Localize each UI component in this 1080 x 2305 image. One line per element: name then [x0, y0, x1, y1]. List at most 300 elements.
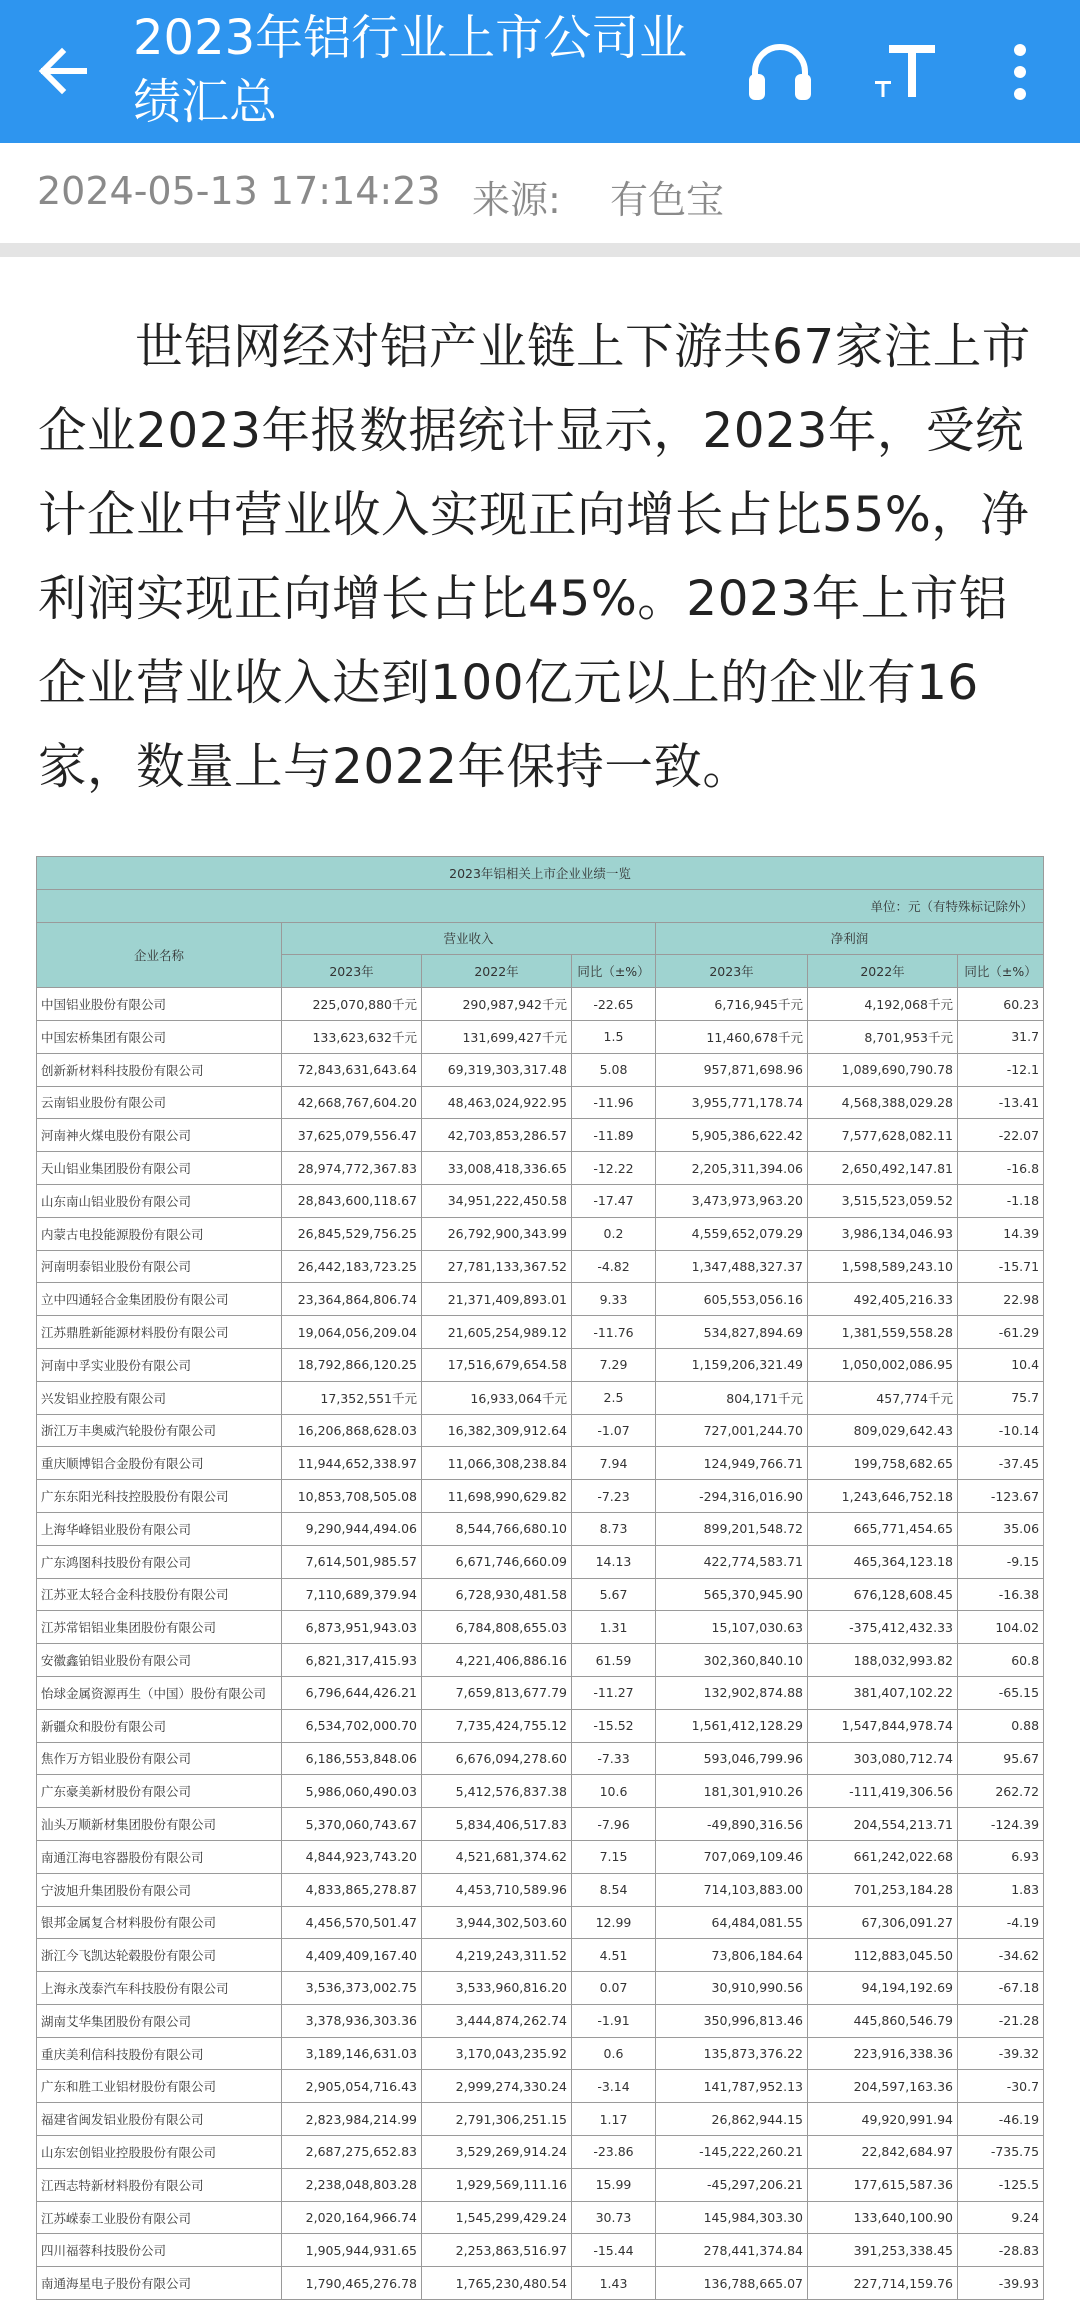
back-button[interactable] — [34, 36, 94, 106]
revenue-2022-cell: 2,999,274,330.24 — [422, 2070, 572, 2103]
revenue-2023-cell: 7,614,501,985.57 — [282, 1545, 422, 1578]
profit-yoy-cell: -15.71 — [958, 1250, 1044, 1283]
profit-yoy-cell: 0.88 — [958, 1709, 1044, 1742]
table-row — [37, 1184, 1044, 1217]
profit-2022-cell: 445,860,546.79 — [808, 2004, 958, 2037]
profit-2023-cell: 899,201,548.72 — [656, 1512, 808, 1545]
table-row — [37, 1873, 1044, 1906]
profit-yoy-cell: -30.7 — [958, 2070, 1044, 2103]
table-row — [37, 1020, 1044, 1053]
profit-2022-cell: 665,771,454.65 — [808, 1512, 958, 1545]
revenue-2023-cell: 1,790,465,276.78 — [282, 2267, 422, 2300]
company-name-cell: 南通江海电容器股份有限公司 — [37, 1840, 282, 1873]
profit-2023-cell: 136,788,665.07 — [656, 2267, 808, 2300]
company-name-cell: 山东南山铝业股份有限公司 — [37, 1184, 282, 1217]
revenue-yoy-cell: 0.2 — [572, 1217, 656, 1250]
revenue-2022-cell: 17,516,679,654.58 — [422, 1348, 572, 1381]
revenue-2022-cell: 1,929,569,111.16 — [422, 2168, 572, 2201]
company-name-cell: 河南中孚实业股份有限公司 — [37, 1348, 282, 1381]
table-row — [37, 1972, 1044, 2005]
profit-yoy-cell: 35.06 — [958, 1512, 1044, 1545]
company-name-cell: 云南铝业股份有限公司 — [37, 1086, 282, 1119]
revenue-yoy-cell: -11.96 — [572, 1086, 656, 1119]
revenue-2023-cell: 3,536,373,002.75 — [282, 1972, 422, 2005]
profit-yoy-cell: -16.8 — [958, 1152, 1044, 1185]
revenue-yoy-cell: -11.76 — [572, 1316, 656, 1349]
profit-2022-cell: 1,050,002,086.95 — [808, 1348, 958, 1381]
source-name: 有色宝 — [610, 178, 725, 222]
revenue-2023-cell: 4,833,865,278.87 — [282, 1873, 422, 1906]
company-name-cell: 立中四通轻合金集团股份有限公司 — [37, 1283, 282, 1316]
profit-2022-cell: 94,194,192.69 — [808, 1972, 958, 2005]
revenue-2023-cell: 18,792,866,120.25 — [282, 1348, 422, 1381]
profit-yoy-cell: 95.67 — [958, 1742, 1044, 1775]
profit-2022-cell: 661,242,022.68 — [808, 1840, 958, 1873]
profit-2023-cell: 30,910,990.56 — [656, 1972, 808, 2005]
profit-2023-cell: 1,347,488,327.37 — [656, 1250, 808, 1283]
revenue-2023-cell: 23,364,864,806.74 — [282, 1283, 422, 1316]
profit-2023-cell: 11,460,678千元 — [656, 1020, 808, 1053]
table-row — [37, 1447, 1044, 1480]
table-row — [37, 2136, 1044, 2169]
revenue-2022-cell: 3,444,874,262.74 — [422, 2004, 572, 2037]
company-name-cell: 河南神火煤电股份有限公司 — [37, 1119, 282, 1152]
revenue-2023-cell: 6,873,951,943.03 — [282, 1611, 422, 1644]
table-row — [37, 1381, 1044, 1414]
profit-yoy-cell: -125.5 — [958, 2168, 1044, 2201]
table-row — [37, 988, 1044, 1021]
table-row — [37, 1676, 1044, 1709]
revenue-2023-cell: 225,070,880千元 — [282, 988, 422, 1021]
profit-2023-cell: 3,955,771,178.74 — [656, 1086, 808, 1119]
profit-2022-cell: 67,306,091.27 — [808, 1906, 958, 1939]
revenue-2022-cell: 11,066,308,238.84 — [422, 1447, 572, 1480]
profit-2023-cell: 565,370,945.90 — [656, 1578, 808, 1611]
revenue-yoy-cell: 1.17 — [572, 2103, 656, 2136]
revenue-yoy-cell: -7.33 — [572, 1742, 656, 1775]
revenue-2022-cell: 1,765,230,480.54 — [422, 2267, 572, 2300]
profit-2023-cell: 727,001,244.70 — [656, 1414, 808, 1447]
company-name-cell: 重庆美利信科技股份有限公司 — [37, 2037, 282, 2070]
revenue-yoy-cell: -7.23 — [572, 1480, 656, 1513]
company-name-cell: 湖南艾华集团股份有限公司 — [37, 2004, 282, 2037]
company-name-cell: 江苏常铝铝业集团股份有限公司 — [37, 1611, 282, 1644]
profit-2022-cell: 7,577,628,082.11 — [808, 1119, 958, 1152]
company-name-cell: 上海永茂泰汽车科技股份有限公司 — [37, 1972, 282, 2005]
revenue-yoy-cell: 5.67 — [572, 1578, 656, 1611]
revenue-2022-cell: 7,659,813,677.79 — [422, 1676, 572, 1709]
profit-2022-cell: 457,774千元 — [808, 1381, 958, 1414]
profit-yoy-cell: 10.4 — [958, 1348, 1044, 1381]
profit-2023-cell: 422,774,583.71 — [656, 1545, 808, 1578]
revenue-2023-cell: 4,409,409,167.40 — [282, 1939, 422, 1972]
revenue-2023-cell: 6,821,317,415.93 — [282, 1644, 422, 1677]
table-row — [37, 1053, 1044, 1086]
table-row — [37, 2103, 1044, 2136]
company-name-cell: 中国宏桥集团有限公司 — [37, 1020, 282, 1053]
revenue-2022-cell: 2,791,306,251.15 — [422, 2103, 572, 2136]
text-size-icon — [873, 39, 939, 105]
revenue-2023-cell: 10,853,708,505.08 — [282, 1480, 422, 1513]
revenue-yoy-cell: 1.5 — [572, 1020, 656, 1053]
revenue-yoy-cell: -1.91 — [572, 2004, 656, 2037]
profit-2022-cell: 4,568,388,029.28 — [808, 1086, 958, 1119]
revenue-yoy-cell: 1.31 — [572, 1611, 656, 1644]
table-row — [37, 1217, 1044, 1250]
revenue-2022-cell: 131,699,427千元 — [422, 1020, 572, 1053]
revenue-yoy-cell: -12.22 — [572, 1152, 656, 1185]
profit-2022-cell: 701,253,184.28 — [808, 1873, 958, 1906]
profit-2022-cell: 2,650,492,147.81 — [808, 1152, 958, 1185]
profit-2022-cell: 3,986,134,046.93 — [808, 1217, 958, 1250]
revenue-2023-cell: 2,238,048,803.28 — [282, 2168, 422, 2201]
revenue-2023-cell: 28,843,600,118.67 — [282, 1184, 422, 1217]
revenue-2022-cell: 4,453,710,589.96 — [422, 1873, 572, 1906]
revenue-2023-cell: 9,290,944,494.06 — [282, 1512, 422, 1545]
profit-2023-cell: 124,949,766.71 — [656, 1447, 808, 1480]
header-company: 企业名称 — [37, 922, 282, 988]
header-profit-2023: 2023年 — [656, 955, 808, 988]
profit-yoy-cell: -28.83 — [958, 2234, 1044, 2267]
profit-2023-cell: -294,316,016.90 — [656, 1480, 808, 1513]
table-row — [37, 2234, 1044, 2267]
revenue-2023-cell: 2,687,275,652.83 — [282, 2136, 422, 2169]
revenue-yoy-cell: 61.59 — [572, 1644, 656, 1677]
profit-yoy-cell: 6.93 — [958, 1840, 1044, 1873]
table-row — [37, 1283, 1044, 1316]
revenue-2023-cell: 2,905,054,716.43 — [282, 2070, 422, 2103]
revenue-2023-cell: 6,796,644,426.21 — [282, 1676, 422, 1709]
revenue-2022-cell: 34,951,222,450.58 — [422, 1184, 572, 1217]
revenue-2022-cell: 3,170,043,235.92 — [422, 2037, 572, 2070]
profit-2022-cell: 8,701,953千元 — [808, 1020, 958, 1053]
company-name-cell: 上海华峰铝业股份有限公司 — [37, 1512, 282, 1545]
profit-2022-cell: 4,192,068千元 — [808, 988, 958, 1021]
performance-table-image — [36, 856, 1043, 2300]
profit-2023-cell: 15,107,030.63 — [656, 1611, 808, 1644]
profit-2023-cell: 132,902,874.88 — [656, 1676, 808, 1709]
revenue-2023-cell: 1,905,944,931.65 — [282, 2234, 422, 2267]
profit-yoy-cell: 9.24 — [958, 2201, 1044, 2234]
revenue-2022-cell: 6,671,746,660.09 — [422, 1545, 572, 1578]
profit-yoy-cell: -10.14 — [958, 1414, 1044, 1447]
company-name-cell: 四川福蓉科技股份公司 — [37, 2234, 282, 2267]
revenue-yoy-cell: -17.47 — [572, 1184, 656, 1217]
more-options-button[interactable] — [995, 34, 1045, 110]
profit-yoy-cell: -34.62 — [958, 1939, 1044, 1972]
table-row — [37, 1152, 1044, 1185]
revenue-2022-cell: 290,987,942千元 — [422, 988, 572, 1021]
profit-2023-cell: 6,716,945千元 — [656, 988, 808, 1021]
profit-2023-cell: 957,871,698.96 — [656, 1053, 808, 1086]
article-paragraph: 世铝网经对铝产业链上下游共67家注上市企业2023年报数据统计显示，2023年，受统计企业中营业收入实现正向增长占比55%，净利润实现正向增长占比45%。2023年上市铝企业营业收入达到100亿元以上的企业有16家，数量上与2022年保持一致。 — [38, 319, 1031, 795]
revenue-2023-cell: 26,845,529,756.25 — [282, 1217, 422, 1250]
revenue-2023-cell: 42,668,767,604.20 — [282, 1086, 422, 1119]
profit-yoy-cell: -4.19 — [958, 1906, 1044, 1939]
revenue-yoy-cell: 30.73 — [572, 2201, 656, 2234]
company-name-cell: 广东豪美新材股份有限公司 — [37, 1775, 282, 1808]
table-unit-note: 单位：元（有特殊标记除外） — [37, 889, 1044, 922]
revenue-2023-cell: 5,370,060,743.67 — [282, 1808, 422, 1841]
profit-yoy-cell: 31.7 — [958, 1020, 1044, 1053]
table-row — [37, 2201, 1044, 2234]
table-row — [37, 2070, 1044, 2103]
profit-yoy-cell: 104.02 — [958, 1611, 1044, 1644]
profit-2023-cell: 4,559,652,079.29 — [656, 1217, 808, 1250]
revenue-yoy-cell: 10.6 — [572, 1775, 656, 1808]
revenue-2023-cell: 26,442,183,723.25 — [282, 1250, 422, 1283]
company-name-cell: 江苏亚太轻合金科技股份有限公司 — [37, 1578, 282, 1611]
table-row — [37, 1742, 1044, 1775]
revenue-2022-cell: 3,529,269,914.24 — [422, 2136, 572, 2169]
revenue-2022-cell: 3,533,960,816.20 — [422, 1972, 572, 2005]
profit-2022-cell: 133,640,100.90 — [808, 2201, 958, 2234]
table-row — [37, 1348, 1044, 1381]
revenue-yoy-cell: 7.29 — [572, 1348, 656, 1381]
revenue-2022-cell: 21,371,409,893.01 — [422, 1283, 572, 1316]
profit-yoy-cell: 60.8 — [958, 1644, 1044, 1677]
profit-2022-cell: 227,714,159.76 — [808, 2267, 958, 2300]
profit-2023-cell: -49,890,316.56 — [656, 1808, 808, 1841]
table-row — [37, 1250, 1044, 1283]
company-name-cell: 怡球金属资源再生（中国）股份有限公司 — [37, 1676, 282, 1709]
profit-yoy-cell: 60.23 — [958, 988, 1044, 1021]
company-name-cell: 银邦金属复合材料股份有限公司 — [37, 1906, 282, 1939]
table-row — [37, 1119, 1044, 1152]
revenue-2023-cell: 5,986,060,490.03 — [282, 1775, 422, 1808]
profit-2022-cell: 381,407,102.22 — [808, 1676, 958, 1709]
profit-yoy-cell: -1.18 — [958, 1184, 1044, 1217]
company-name-cell: 创新新材料科技股份有限公司 — [37, 1053, 282, 1086]
company-name-cell: 安徽鑫铂铝业股份有限公司 — [37, 1644, 282, 1677]
revenue-2022-cell: 16,933,064千元 — [422, 1381, 572, 1414]
revenue-2023-cell: 2,823,984,214.99 — [282, 2103, 422, 2136]
revenue-yoy-cell: -11.27 — [572, 1676, 656, 1709]
company-name-cell: 新疆众和股份有限公司 — [37, 1709, 282, 1742]
profit-2022-cell: 492,405,216.33 — [808, 1283, 958, 1316]
section-divider — [0, 243, 1080, 257]
profit-2023-cell: 1,561,412,128.29 — [656, 1709, 808, 1742]
revenue-2023-cell: 3,378,936,303.36 — [282, 2004, 422, 2037]
revenue-2022-cell: 6,784,808,655.03 — [422, 1611, 572, 1644]
profit-yoy-cell: -16.38 — [958, 1578, 1044, 1611]
revenue-2023-cell: 72,843,631,643.64 — [282, 1053, 422, 1086]
audio-button[interactable] — [740, 34, 820, 110]
performance-table — [36, 856, 1044, 2300]
revenue-2023-cell: 4,456,570,501.47 — [282, 1906, 422, 1939]
revenue-yoy-cell: -15.52 — [572, 1709, 656, 1742]
company-name-cell: 宁波旭升集团股份有限公司 — [37, 1873, 282, 1906]
revenue-2022-cell: 5,412,576,837.38 — [422, 1775, 572, 1808]
revenue-yoy-cell: 2.5 — [572, 1381, 656, 1414]
profit-2022-cell: 188,032,993.82 — [808, 1644, 958, 1677]
profit-2023-cell: 26,862,944.15 — [656, 2103, 808, 2136]
profit-2023-cell: 534,827,894.69 — [656, 1316, 808, 1349]
profit-yoy-cell: -22.07 — [958, 1119, 1044, 1152]
revenue-2022-cell: 27,781,133,367.52 — [422, 1250, 572, 1283]
profit-2022-cell: 3,515,523,059.52 — [808, 1184, 958, 1217]
revenue-2022-cell: 6,728,930,481.58 — [422, 1578, 572, 1611]
profit-yoy-cell: -735.75 — [958, 2136, 1044, 2169]
profit-yoy-cell: -123.67 — [958, 1480, 1044, 1513]
revenue-2022-cell: 11,698,990,629.82 — [422, 1480, 572, 1513]
profit-2023-cell: 5,905,386,622.42 — [656, 1119, 808, 1152]
profit-2023-cell: 714,103,883.00 — [656, 1873, 808, 1906]
revenue-yoy-cell: -7.96 — [572, 1808, 656, 1841]
revenue-yoy-cell: 7.15 — [572, 1840, 656, 1873]
profit-2023-cell: 1,159,206,321.49 — [656, 1348, 808, 1381]
profit-yoy-cell: -9.15 — [958, 1545, 1044, 1578]
profit-yoy-cell: 14.39 — [958, 1217, 1044, 1250]
revenue-2022-cell: 16,382,309,912.64 — [422, 1414, 572, 1447]
font-size-button[interactable] — [866, 34, 946, 110]
profit-yoy-cell: 262.72 — [958, 1775, 1044, 1808]
header-revenue-2022: 2022年 — [422, 955, 572, 988]
table-row — [37, 2267, 1044, 2300]
revenue-2022-cell: 1,545,299,429.24 — [422, 2201, 572, 2234]
revenue-2023-cell: 28,974,772,367.83 — [282, 1152, 422, 1185]
company-name-cell: 重庆顺博铝合金股份有限公司 — [37, 1447, 282, 1480]
revenue-yoy-cell: 7.94 — [572, 1447, 656, 1480]
profit-2022-cell: -111,419,306.56 — [808, 1775, 958, 1808]
table-row — [37, 1545, 1044, 1578]
table-title: 2023年铝相关上市企业业绩一览 — [37, 857, 1044, 890]
company-name-cell: 江苏鼎胜新能源材料股份有限公司 — [37, 1316, 282, 1349]
table-row — [37, 2037, 1044, 2070]
revenue-2022-cell: 4,521,681,374.62 — [422, 1840, 572, 1873]
revenue-2022-cell: 4,221,406,886.16 — [422, 1644, 572, 1677]
company-name-cell: 浙江万丰奥威汽轮股份有限公司 — [37, 1414, 282, 1447]
app-bar — [0, 0, 1080, 143]
revenue-2022-cell: 6,676,094,278.60 — [422, 1742, 572, 1775]
table-row — [37, 2168, 1044, 2201]
table-row — [37, 1808, 1044, 1841]
table-row — [37, 1775, 1044, 1808]
profit-2022-cell: 112,883,045.50 — [808, 1939, 958, 1972]
profit-2023-cell: 278,441,374.84 — [656, 2234, 808, 2267]
profit-2022-cell: 22,842,684.97 — [808, 2136, 958, 2169]
company-name-cell: 广东鸿图科技股份有限公司 — [37, 1545, 282, 1578]
revenue-yoy-cell: -11.89 — [572, 1119, 656, 1152]
revenue-2023-cell: 6,186,553,848.06 — [282, 1742, 422, 1775]
revenue-2022-cell: 2,253,863,516.97 — [422, 2234, 572, 2267]
revenue-yoy-cell: 0.6 — [572, 2037, 656, 2070]
revenue-yoy-cell: -3.14 — [572, 2070, 656, 2103]
article-meta — [0, 143, 1080, 243]
revenue-2022-cell: 8,544,766,680.10 — [422, 1512, 572, 1545]
profit-2023-cell: 302,360,840.10 — [656, 1644, 808, 1677]
revenue-2023-cell: 3,189,146,631.03 — [282, 2037, 422, 2070]
headphones-icon — [745, 40, 815, 104]
arrow-left-icon — [34, 36, 94, 106]
header-net-profit: 净利润 — [656, 922, 1044, 955]
revenue-2022-cell: 5,834,406,517.83 — [422, 1808, 572, 1841]
profit-2023-cell: 593,046,799.96 — [656, 1742, 808, 1775]
source-label: 来源: — [472, 178, 561, 222]
revenue-2022-cell: 42,703,853,286.57 — [422, 1119, 572, 1152]
table-row — [37, 1939, 1044, 1972]
revenue-2023-cell: 6,534,702,000.70 — [282, 1709, 422, 1742]
profit-yoy-cell: 75.7 — [958, 1381, 1044, 1414]
profit-2023-cell: 73,806,184.64 — [656, 1939, 808, 1972]
revenue-yoy-cell: -22.65 — [572, 988, 656, 1021]
company-name-cell: 焦作万方铝业股份有限公司 — [37, 1742, 282, 1775]
profit-2022-cell: 1,089,690,790.78 — [808, 1053, 958, 1086]
profit-yoy-cell: -21.28 — [958, 2004, 1044, 2037]
revenue-yoy-cell: -23.86 — [572, 2136, 656, 2169]
revenue-2023-cell: 11,944,652,338.97 — [282, 1447, 422, 1480]
profit-yoy-cell: -13.41 — [958, 1086, 1044, 1119]
table-row — [37, 1709, 1044, 1742]
profit-2023-cell: 3,473,973,963.20 — [656, 1184, 808, 1217]
revenue-yoy-cell: 15.99 — [572, 2168, 656, 2201]
revenue-2023-cell: 16,206,868,628.03 — [282, 1414, 422, 1447]
table-row — [37, 1644, 1044, 1677]
company-name-cell: 福建省闽发铝业股份有限公司 — [37, 2103, 282, 2136]
company-name-cell: 河南明泰铝业股份有限公司 — [37, 1250, 282, 1283]
profit-2023-cell: 2,205,311,394.06 — [656, 1152, 808, 1185]
company-name-cell: 广东和胜工业铝材股份有限公司 — [37, 2070, 282, 2103]
header-revenue-2023: 2023年 — [282, 955, 422, 988]
revenue-2023-cell: 4,844,923,743.20 — [282, 1840, 422, 1873]
profit-2022-cell: -375,412,432.33 — [808, 1611, 958, 1644]
revenue-2022-cell: 48,463,024,922.95 — [422, 1086, 572, 1119]
revenue-yoy-cell: -4.82 — [572, 1250, 656, 1283]
table-row — [37, 1414, 1044, 1447]
company-name-cell: 浙江今飞凯达轮毂股份有限公司 — [37, 1939, 282, 1972]
profit-2023-cell: 145,984,303.30 — [656, 2201, 808, 2234]
profit-yoy-cell: -46.19 — [958, 2103, 1044, 2136]
profit-yoy-cell: 22.98 — [958, 1283, 1044, 1316]
table-body — [37, 988, 1044, 2300]
revenue-2023-cell: 7,110,689,379.94 — [282, 1578, 422, 1611]
revenue-2022-cell: 26,792,900,343.99 — [422, 1217, 572, 1250]
profit-yoy-cell: -61.29 — [958, 1316, 1044, 1349]
company-name-cell: 江苏嵘泰工业股份有限公司 — [37, 2201, 282, 2234]
revenue-2022-cell: 21,605,254,989.12 — [422, 1316, 572, 1349]
profit-2023-cell: 135,873,376.22 — [656, 2037, 808, 2070]
profit-yoy-cell: -39.32 — [958, 2037, 1044, 2070]
company-name-cell: 中国铝业股份有限公司 — [37, 988, 282, 1021]
revenue-2023-cell: 17,352,551千元 — [282, 1381, 422, 1414]
profit-2022-cell: 1,598,589,243.10 — [808, 1250, 958, 1283]
company-name-cell: 汕头万顺新材集团股份有限公司 — [37, 1808, 282, 1841]
profit-2022-cell: 391,253,338.45 — [808, 2234, 958, 2267]
company-name-cell: 江西志特新材料股份有限公司 — [37, 2168, 282, 2201]
more-vertical-icon — [1010, 40, 1030, 104]
table-row — [37, 1906, 1044, 1939]
profit-2022-cell: 177,615,587.36 — [808, 2168, 958, 2201]
profit-2022-cell: 199,758,682.65 — [808, 1447, 958, 1480]
table-row — [37, 1840, 1044, 1873]
revenue-yoy-cell: 1.43 — [572, 2267, 656, 2300]
profit-2023-cell: 181,301,910.26 — [656, 1775, 808, 1808]
company-name-cell: 内蒙古电投能源股份有限公司 — [37, 1217, 282, 1250]
revenue-2023-cell: 19,064,056,209.04 — [282, 1316, 422, 1349]
revenue-2022-cell: 69,319,303,317.48 — [422, 1053, 572, 1086]
revenue-yoy-cell: 9.33 — [572, 1283, 656, 1316]
revenue-yoy-cell: -15.44 — [572, 2234, 656, 2267]
page-title: 2023年铝行业上市公司业绩汇总 — [133, 10, 688, 130]
profit-2022-cell: 204,554,213.71 — [808, 1808, 958, 1841]
table-row — [37, 1480, 1044, 1513]
profit-yoy-cell: -12.1 — [958, 1053, 1044, 1086]
company-name-cell: 山东宏创铝业控股股份有限公司 — [37, 2136, 282, 2169]
table-row — [37, 2004, 1044, 2037]
profit-2023-cell: 350,996,813.46 — [656, 2004, 808, 2037]
profit-2022-cell: 204,597,163.36 — [808, 2070, 958, 2103]
company-name-cell: 南通海星电子股份有限公司 — [37, 2267, 282, 2300]
